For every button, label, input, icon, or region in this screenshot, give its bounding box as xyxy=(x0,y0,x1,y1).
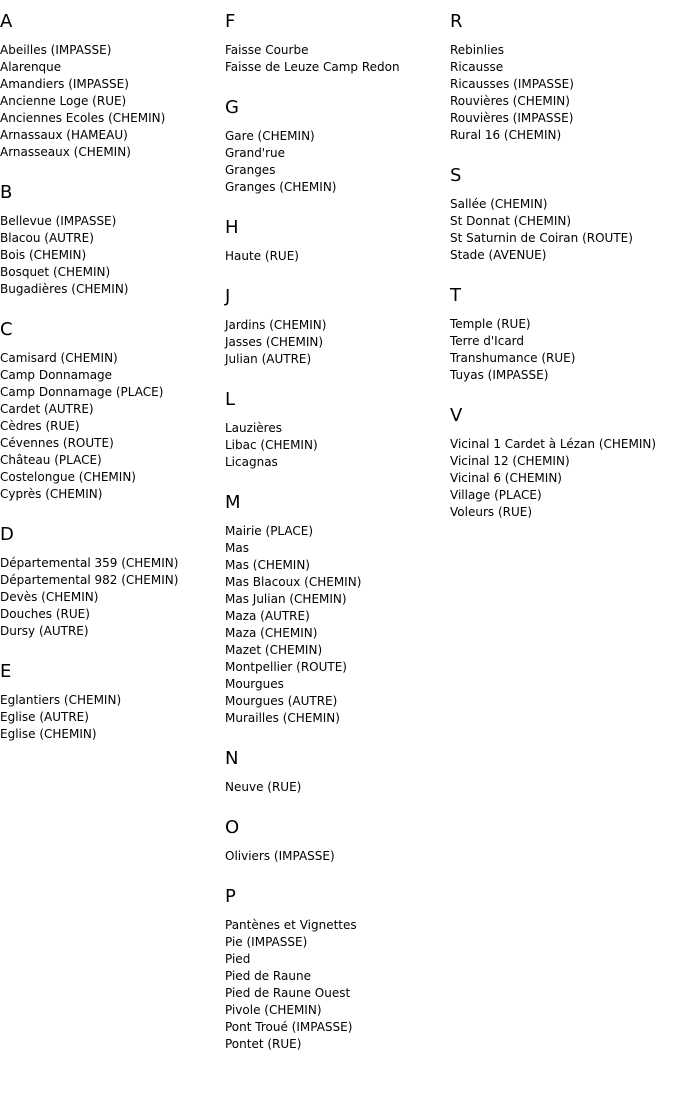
street-item: Dursy (AUTRE) xyxy=(0,624,89,638)
letter-heading: D xyxy=(0,524,14,545)
street-item: Anciennes Ecoles (CHEMIN) xyxy=(0,111,166,125)
street-list xyxy=(225,779,450,796)
letter-group xyxy=(225,218,450,265)
letter-group xyxy=(0,320,225,503)
street-item: Camisard (CHEMIN) xyxy=(0,351,118,365)
street-item: Pied de Raune xyxy=(225,969,311,983)
letter-group xyxy=(450,406,675,521)
letter-heading: S xyxy=(450,165,462,186)
street-item: Montpellier (ROUTE) xyxy=(225,660,347,674)
street-item: Ancienne Loge (RUE) xyxy=(0,94,127,108)
street-list xyxy=(0,555,225,640)
street-item: Cévennes (ROUTE) xyxy=(0,436,114,450)
street-item: Eglantiers (CHEMIN) xyxy=(0,693,122,707)
street-list xyxy=(450,436,675,521)
street-item: Licagnas xyxy=(225,455,278,469)
street-item: Rouvières (CHEMIN) xyxy=(450,94,570,108)
street-list xyxy=(0,42,225,161)
street-item: Grand'rue xyxy=(225,146,286,160)
street-list xyxy=(225,128,450,196)
street-item: Camp Donnamage xyxy=(0,368,113,382)
street-item: Pantènes et Vignettes xyxy=(225,918,357,932)
street-list xyxy=(0,350,225,503)
letter-group xyxy=(225,493,450,727)
index-column xyxy=(225,12,450,1075)
letter-heading: F xyxy=(225,11,236,32)
street-item: Amandiers (IMPASSE) xyxy=(0,77,129,91)
street-item: Pivole (CHEMIN) xyxy=(225,1003,322,1017)
street-item: Julian (AUTRE) xyxy=(225,352,312,366)
street-list xyxy=(225,848,450,865)
letter-group xyxy=(0,12,225,161)
street-item: Bugadières (CHEMIN) xyxy=(0,282,129,296)
letter-heading: E xyxy=(0,661,12,682)
street-list xyxy=(225,248,450,265)
street-item: Rouvières (IMPASSE) xyxy=(450,111,574,125)
street-item: Mas Blacoux (CHEMIN) xyxy=(225,575,362,589)
street-item: Pontet (RUE) xyxy=(225,1037,302,1051)
street-item: Départemental 359 (CHEMIN) xyxy=(0,556,179,570)
letter-heading: A xyxy=(0,11,13,32)
street-item: Terre d'Icard xyxy=(450,334,525,348)
street-item: Stade (AVENUE) xyxy=(450,248,547,262)
street-item: Temple (RUE) xyxy=(450,317,531,331)
street-item: Douches (RUE) xyxy=(0,607,90,621)
street-item: Eglise (AUTRE) xyxy=(0,710,89,724)
street-item: Granges xyxy=(225,163,276,177)
street-list xyxy=(450,42,675,144)
street-item: Bellevue (IMPASSE) xyxy=(0,214,117,228)
street-item: Bosquet (CHEMIN) xyxy=(0,265,111,279)
street-item: Libac (CHEMIN) xyxy=(225,438,318,452)
letter-heading: J xyxy=(225,286,231,307)
letter-group xyxy=(450,166,675,264)
street-item: Rebinlies xyxy=(450,43,505,57)
letter-heading: T xyxy=(450,285,461,306)
street-item: Gare (CHEMIN) xyxy=(225,129,315,143)
street-item: Faisse Courbe xyxy=(225,43,309,57)
street-item: Faisse de Leuze Camp Redon xyxy=(225,60,400,74)
street-item: Arnassaux (HAMEAU) xyxy=(0,128,128,142)
letter-heading: H xyxy=(225,217,239,238)
street-item: Jasses (CHEMIN) xyxy=(225,335,324,349)
letter-heading: B xyxy=(0,182,13,203)
letter-group xyxy=(0,183,225,298)
street-list xyxy=(0,692,225,743)
letter-group xyxy=(225,749,450,796)
street-item: Oliviers (IMPASSE) xyxy=(225,849,335,863)
street-item: Murailles (CHEMIN) xyxy=(225,711,340,725)
street-list xyxy=(225,420,450,471)
street-list xyxy=(225,317,450,368)
street-item: Devès (CHEMIN) xyxy=(0,590,99,604)
street-item: Rural 16 (CHEMIN) xyxy=(450,128,562,142)
street-item: Mourgues (AUTRE) xyxy=(225,694,338,708)
street-item: Vicinal 1 Cardet à Lézan (CHEMIN) xyxy=(450,437,657,451)
street-item: Camp Donnamage (PLACE) xyxy=(0,385,164,399)
street-list xyxy=(225,42,450,76)
letter-group xyxy=(0,525,225,640)
street-item: Tuyas (IMPASSE) xyxy=(450,368,549,382)
letter-heading: L xyxy=(225,389,236,410)
letter-group xyxy=(225,887,450,1053)
street-item: Vicinal 6 (CHEMIN) xyxy=(450,471,562,485)
street-item: Arnasseaux (CHEMIN) xyxy=(0,145,131,159)
street-item: Abeilles (IMPASSE) xyxy=(0,43,112,57)
street-list xyxy=(225,523,450,727)
letter-heading: V xyxy=(450,405,463,426)
letter-heading: C xyxy=(0,319,13,340)
street-item: Maza (AUTRE) xyxy=(225,609,310,623)
index-column xyxy=(0,12,225,765)
street-item: Vicinal 12 (CHEMIN) xyxy=(450,454,570,468)
street-item: St Donnat (CHEMIN) xyxy=(450,214,572,228)
street-item: Mas Julian (CHEMIN) xyxy=(225,592,347,606)
street-list xyxy=(0,213,225,298)
letter-heading: O xyxy=(225,817,240,838)
street-item: Sallée (CHEMIN) xyxy=(450,197,548,211)
letter-group xyxy=(450,12,675,144)
letter-group xyxy=(225,12,450,76)
street-item: Cèdres (RUE) xyxy=(0,419,80,433)
letter-heading: P xyxy=(225,886,236,907)
letter-heading: G xyxy=(225,97,239,118)
letter-group xyxy=(225,818,450,865)
street-item: Voleurs (RUE) xyxy=(450,505,533,519)
letter-group xyxy=(225,287,450,368)
street-item: Bois (CHEMIN) xyxy=(0,248,87,262)
street-item: Ricausses (IMPASSE) xyxy=(450,77,574,91)
street-item: Mazet (CHEMIN) xyxy=(225,643,323,657)
street-item: Pie (IMPASSE) xyxy=(225,935,308,949)
street-item: Jardins (CHEMIN) xyxy=(225,318,327,332)
street-item: Village (PLACE) xyxy=(450,488,542,502)
street-item: Mas (CHEMIN) xyxy=(225,558,310,572)
street-item: Granges (CHEMIN) xyxy=(225,180,337,194)
street-item: Transhumance (RUE) xyxy=(450,351,576,365)
street-item: St Saturnin de Coiran (ROUTE) xyxy=(450,231,633,245)
street-item: Maza (CHEMIN) xyxy=(225,626,318,640)
street-item: Départemental 982 (CHEMIN) xyxy=(0,573,179,587)
street-list xyxy=(450,196,675,264)
street-item: Alarenque xyxy=(0,60,62,74)
street-list xyxy=(450,316,675,384)
street-item: Neuve (RUE) xyxy=(225,780,302,794)
street-item: Cardet (AUTRE) xyxy=(0,402,94,416)
street-item: Pont Troué (IMPASSE) xyxy=(225,1020,353,1034)
street-item: Lauzières xyxy=(225,421,282,435)
street-item: Mairie (PLACE) xyxy=(225,524,314,538)
letter-group xyxy=(450,286,675,384)
street-item: Costelongue (CHEMIN) xyxy=(0,470,136,484)
street-item: Blacou (AUTRE) xyxy=(0,231,94,245)
index-column xyxy=(450,12,675,543)
letter-heading: M xyxy=(225,492,241,513)
street-list xyxy=(225,917,450,1053)
street-item: Eglise (CHEMIN) xyxy=(0,727,97,741)
street-item: Château (PLACE) xyxy=(0,453,102,467)
letter-group xyxy=(0,662,225,743)
street-item: Pied de Raune Ouest xyxy=(225,986,351,1000)
letter-group xyxy=(225,98,450,196)
letter-group xyxy=(225,390,450,471)
letter-heading: N xyxy=(225,748,239,769)
street-item: Pied xyxy=(225,952,251,966)
street-item: Haute (RUE) xyxy=(225,249,299,263)
street-item: Mas xyxy=(225,541,249,555)
street-item: Ricausse xyxy=(450,60,504,74)
street-item: Mourgues xyxy=(225,677,284,691)
letter-heading: R xyxy=(450,11,463,32)
street-item: Cyprès (CHEMIN) xyxy=(0,487,103,501)
